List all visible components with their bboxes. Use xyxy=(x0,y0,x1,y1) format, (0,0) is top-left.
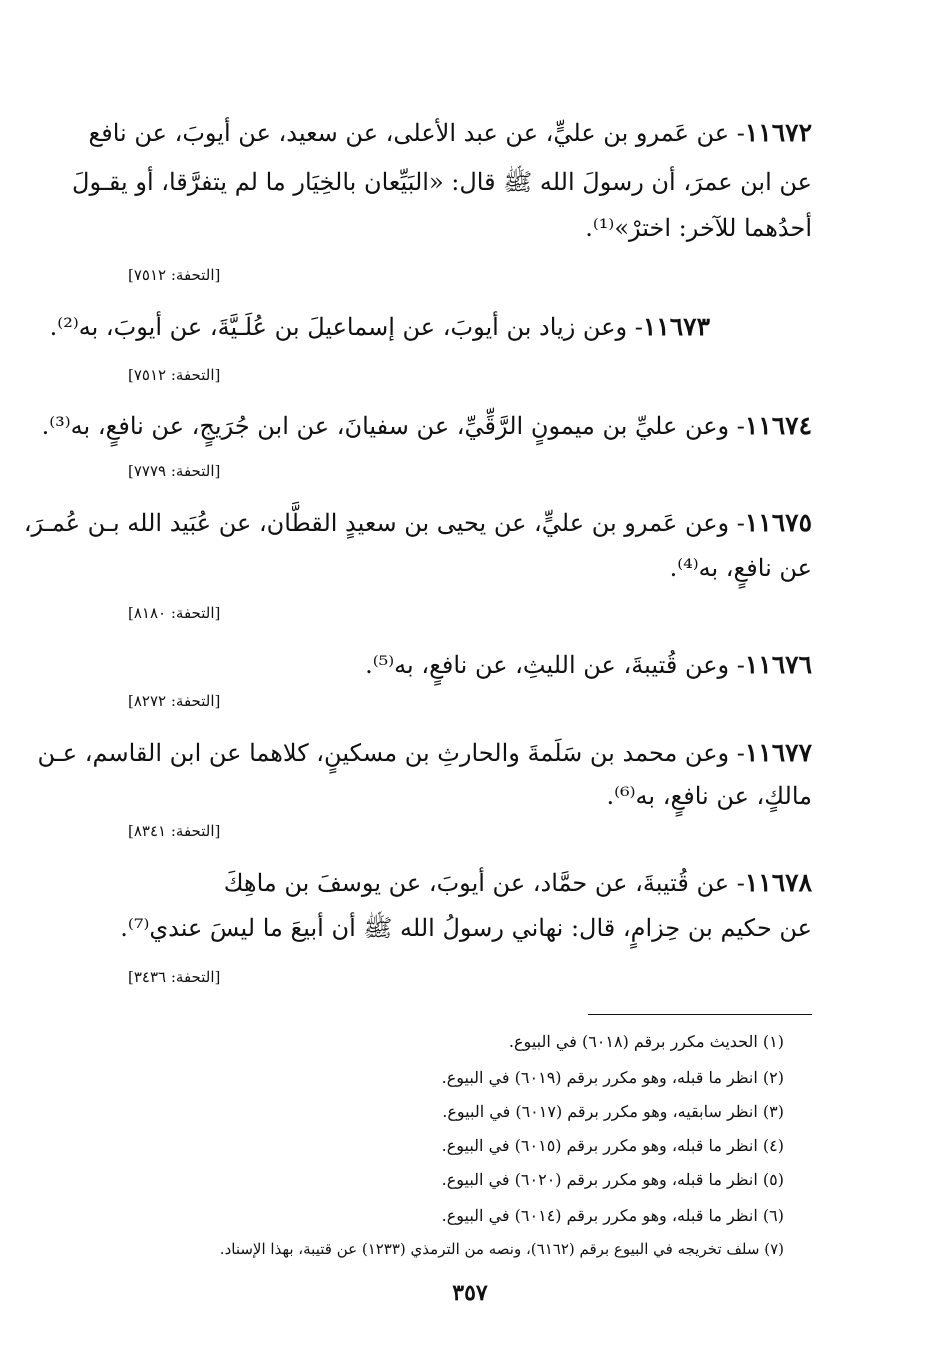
entry-11677-line-1 xyxy=(37,740,812,765)
footnote-1: (١) الحديث مكرر برقم (٦٠١٨) في البيوع. xyxy=(508,1032,784,1051)
hadith-text: - وعن عَمرو بن عليٍّ، عن يحيى بن سعيدٍ القطَّان، عن عُبَيد الله بـن عُمـرَ، xyxy=(23,509,745,537)
page-number: ٣٥٧ xyxy=(452,1280,488,1306)
footnote-7: (٧) سلف تخريجه في البيوع برقم (٦١٦٢)، ونصه من الترمذي (١٢٣٣) عن قتيبة، بهذا الإسناد. xyxy=(219,1240,784,1258)
hadith-text: - وعن محمد بن سَلَمةَ والحارثِ بن مسكينٍ، كلاهما عن ابن القاسم، عـن xyxy=(37,739,745,767)
tuhfa-reference: [التحفة: ٨٣٤١] xyxy=(128,822,221,840)
entry-11678-line-2: عن حكيم بن حِزامٍ، قال: نهاني رسولُ الله ﷺ أن أبيعَ ما ليسَ عندي⁽⁷⁾. xyxy=(120,914,812,942)
hadith-number: ١١٦٧٣ xyxy=(642,312,710,341)
tuhfa-reference: [التحفة: ٧٧٧٩] xyxy=(128,462,221,480)
footnote-6: (٦) انظر ما قبله، وهو مكرر برقم (٦٠١٤) في البيوع. xyxy=(441,1206,784,1225)
footnote-4: (٤) انظر ما قبله، وهو مكرر برقم (٦٠١٥) في البيوع. xyxy=(441,1136,784,1155)
entry-11673-line-1 xyxy=(50,314,710,339)
hadith-text: - عن قُتيبةَ، عن حمَّاد، عن أيوبَ، عن يوسفَ بن ماهِكَ xyxy=(223,869,745,897)
entry-11678-line-1 xyxy=(224,870,812,895)
tuhfa-reference: [التحفة: ٨٢٧٢] xyxy=(128,692,221,710)
entry-11675-line-1 xyxy=(24,510,812,535)
entry-11672-line-1 xyxy=(89,120,813,145)
footnote-3: (٣) انظر سابقيه، وهو مكرر برقم (٦٠١٧) في البيوع. xyxy=(442,1102,784,1121)
entry-11672-line-2: عن ابن عمرَ، أن رسولَ الله ﷺ قال: «البَيِّعان بالخِيَار ما لم يتفرَّقا، أو يقـولَ xyxy=(72,168,812,196)
hadith-number: ١١٦٧٤ xyxy=(744,411,812,440)
hadith-text: - عن عَمرو بن عليٍّ، عن عبد الأعلى، عن سعيد، عن أيوبَ، عن نافع xyxy=(88,119,745,147)
hadith-number: ١١٦٧٦ xyxy=(744,650,812,679)
hadith-number: ١١٦٧٥ xyxy=(744,508,812,537)
hadith-number: ١١٦٧٨ xyxy=(744,868,812,897)
footnote-2: (٢) انظر ما قبله، وهو مكرر برقم (٦٠١٩) في البيوع. xyxy=(441,1068,784,1087)
tuhfa-reference: [التحفة: ٨١٨٠] xyxy=(128,604,221,622)
hadith-number: ١١٦٧٢ xyxy=(744,118,812,147)
entry-11677-line-2: مالكٍ، عن نافعٍ، به⁽⁶⁾. xyxy=(606,782,812,810)
entry-11676-line-1 xyxy=(365,652,812,677)
footnote-5: (٥) انظر ما قبله، وهو مكرر برقم (٦٠٢٠) في البيوع. xyxy=(441,1170,784,1189)
hadith-text: - وعن عليِّ بن ميمونٍ الرَّقِّيِّ، عن سفيانَ، عن ابن جُرَيجٍ، عن نافعٍ، به⁽³⁾. xyxy=(41,412,745,440)
entry-11675-line-2: عن نافعٍ، به⁽⁴⁾. xyxy=(669,554,812,582)
tuhfa-reference: [التحفة: ٧٥١٢] xyxy=(128,266,221,284)
hadith-number: ١١٦٧٧ xyxy=(744,738,812,767)
entry-11672-line-3: أحدُهما للآخر: اخترْ»⁽¹⁾. xyxy=(585,214,812,242)
hadith-text: - وعن قُتيبةَ، عن الليثِ، عن نافعٍ، به⁽⁵⁾. xyxy=(365,651,745,679)
entry-11674-line-1 xyxy=(42,413,812,438)
hadith-text: - وعن زياد بن أيوبَ، عن إسماعيلَ بن عُلَـيَّةَ، عن أيوبَ، به⁽²⁾. xyxy=(49,313,643,341)
tuhfa-reference: [التحفة: ٣٤٣٦] xyxy=(128,968,221,986)
tuhfa-reference: [التحفة: ٧٥١٢] xyxy=(128,366,221,384)
footnote-divider xyxy=(588,1014,812,1015)
